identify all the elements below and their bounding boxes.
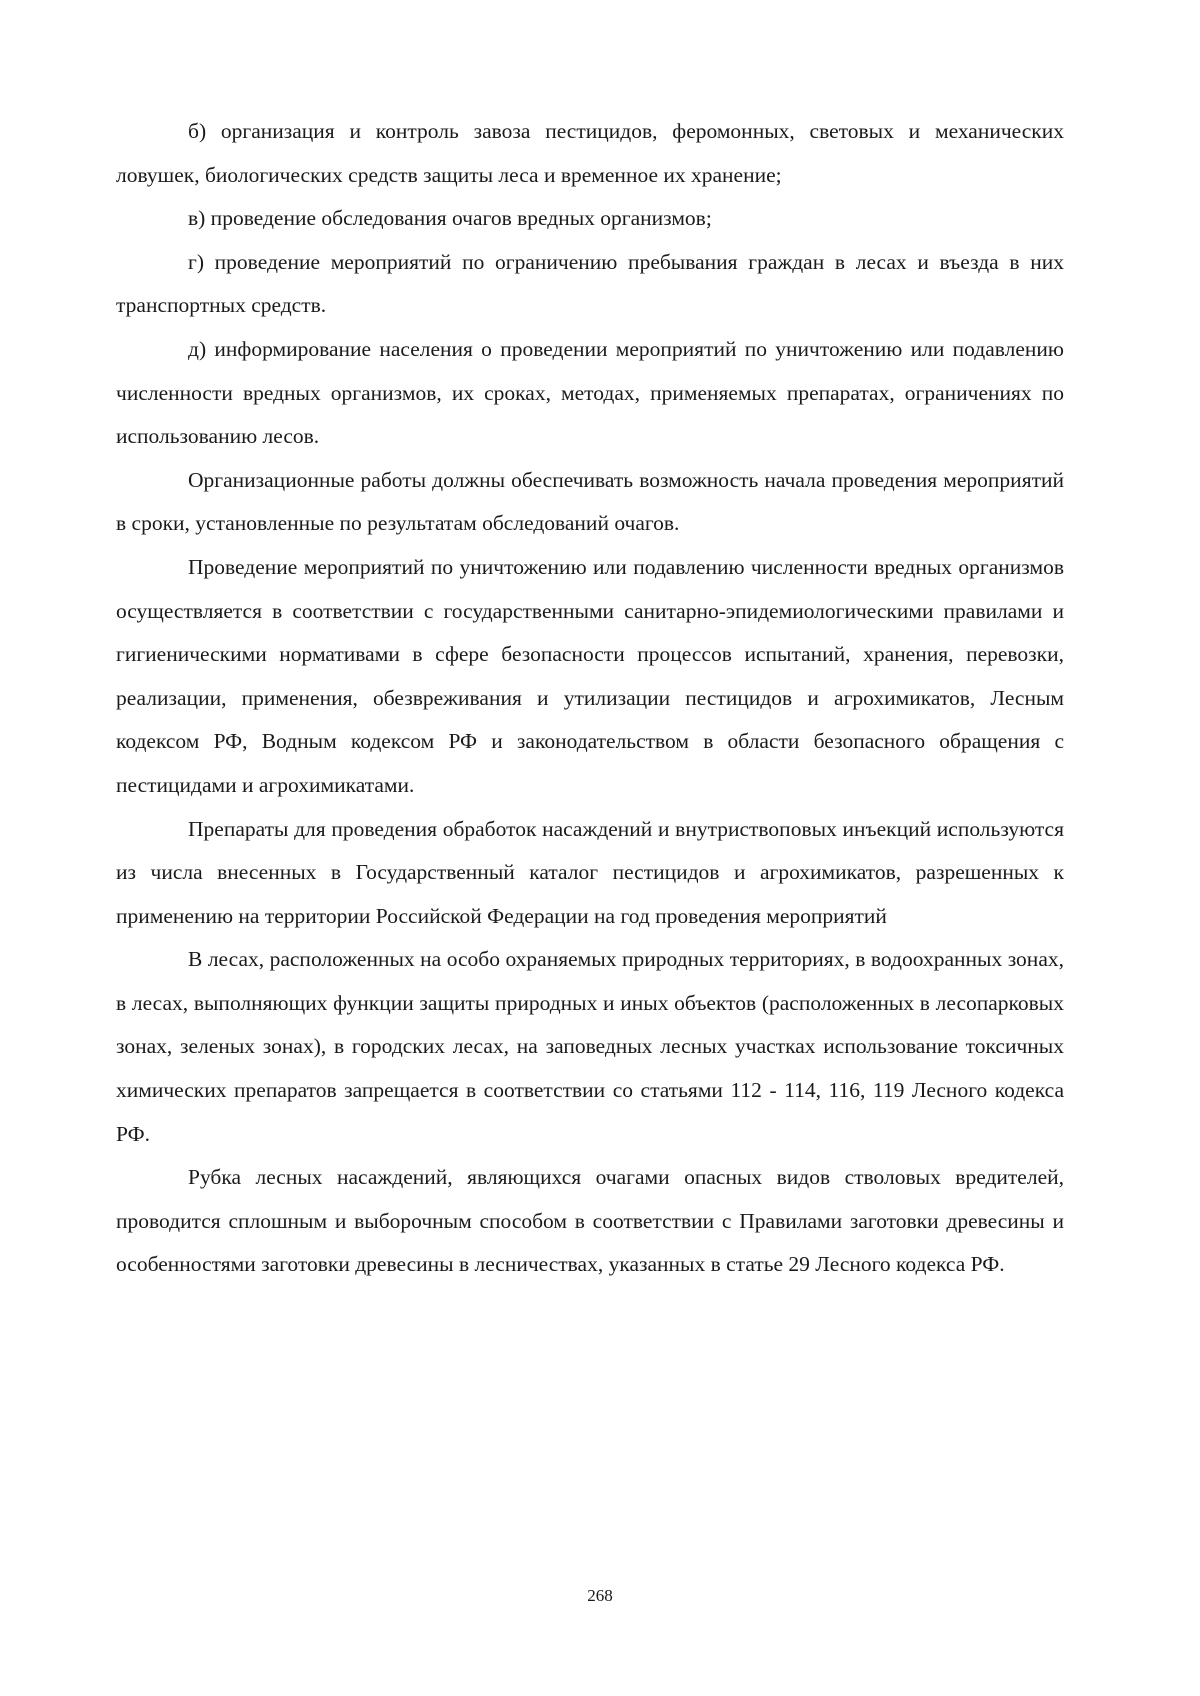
paragraph-item-b: б) организация и контроль завоза пестицидов, феромонных, световых и механических ловушек, биологических средств защиты леса и временное их хранение; [116, 119, 1064, 187]
paragraph-felling: Рубка лесных насаждений, являющихся очагами опасных видов стволовых вредителей, проводится сплошным и выборочным способом в соответствии с Правилами заготовки древесины и особенностями заготовки древесины в лесничествах, указанных в статье 29 Лесного кодекса РФ. [116, 1165, 1064, 1277]
paragraph-measures-compliance: Проведение мероприятий по уничтожению или подавлению численности вредных организмов осуществляется в соответствии с государственными санитарно-эпидемиологическими правилами и гигиеническими нормативами в сфере безопасности процессов испытаний, хранения, перевозки, реализации, применения, обезвреживания и утилизации пестицидов и агрохимикатов, Лесным кодексом РФ, Водным кодексом РФ и законодательством в области безопасного обращения с пестицидами и агрохимикатами. [116, 554, 1064, 797]
paragraph-item-g: г) проведение мероприятий по ограничению пребывания граждан в лесах и въезда в них транспортных средств. [116, 249, 1064, 318]
paragraph-item-d: д) информирование населения о проведении мероприятий по уничтожению или подавлению численности вредных организмов, их сроках, методах, применяемых препаратах, ограничениях по использованию лесов. [116, 336, 1064, 449]
paragraph-preparations: Препараты для проведения обработок насаждений и внутриствоповых инъекций используются из числа внесенных в Государственный каталог пестицидов и агрохимикатов, разрешенных к применению на территории Российской Федерации на год проведения мероприятий [116, 816, 1064, 928]
body-text [116, 110, 1064, 1287]
paragraph-protected-areas: В лесах, расположенных на особо охраняемых природных территориях, в водоохранных зонах, в лесах, выполняющих функции защиты природных и иных объектов (расположенных в лесопарковых зонах, зеленых зонах), в городских лесах, на заповедных лесных участках использование токсичных химических препаратов запрещается в соответствии со статьями 112 - 114, 116, 119 Лесного кодекса РФ. [116, 947, 1064, 1146]
paragraph-organizational-works: Организационные работы должны обеспечивать возможность начала проведения мероприятий в сроки, установленные по результатам обследований очагов. [116, 467, 1064, 536]
page-number: 268 [587, 1586, 613, 1605]
paragraph-item-v: в) проведение обследования очагов вредных организмов; [188, 206, 712, 231]
